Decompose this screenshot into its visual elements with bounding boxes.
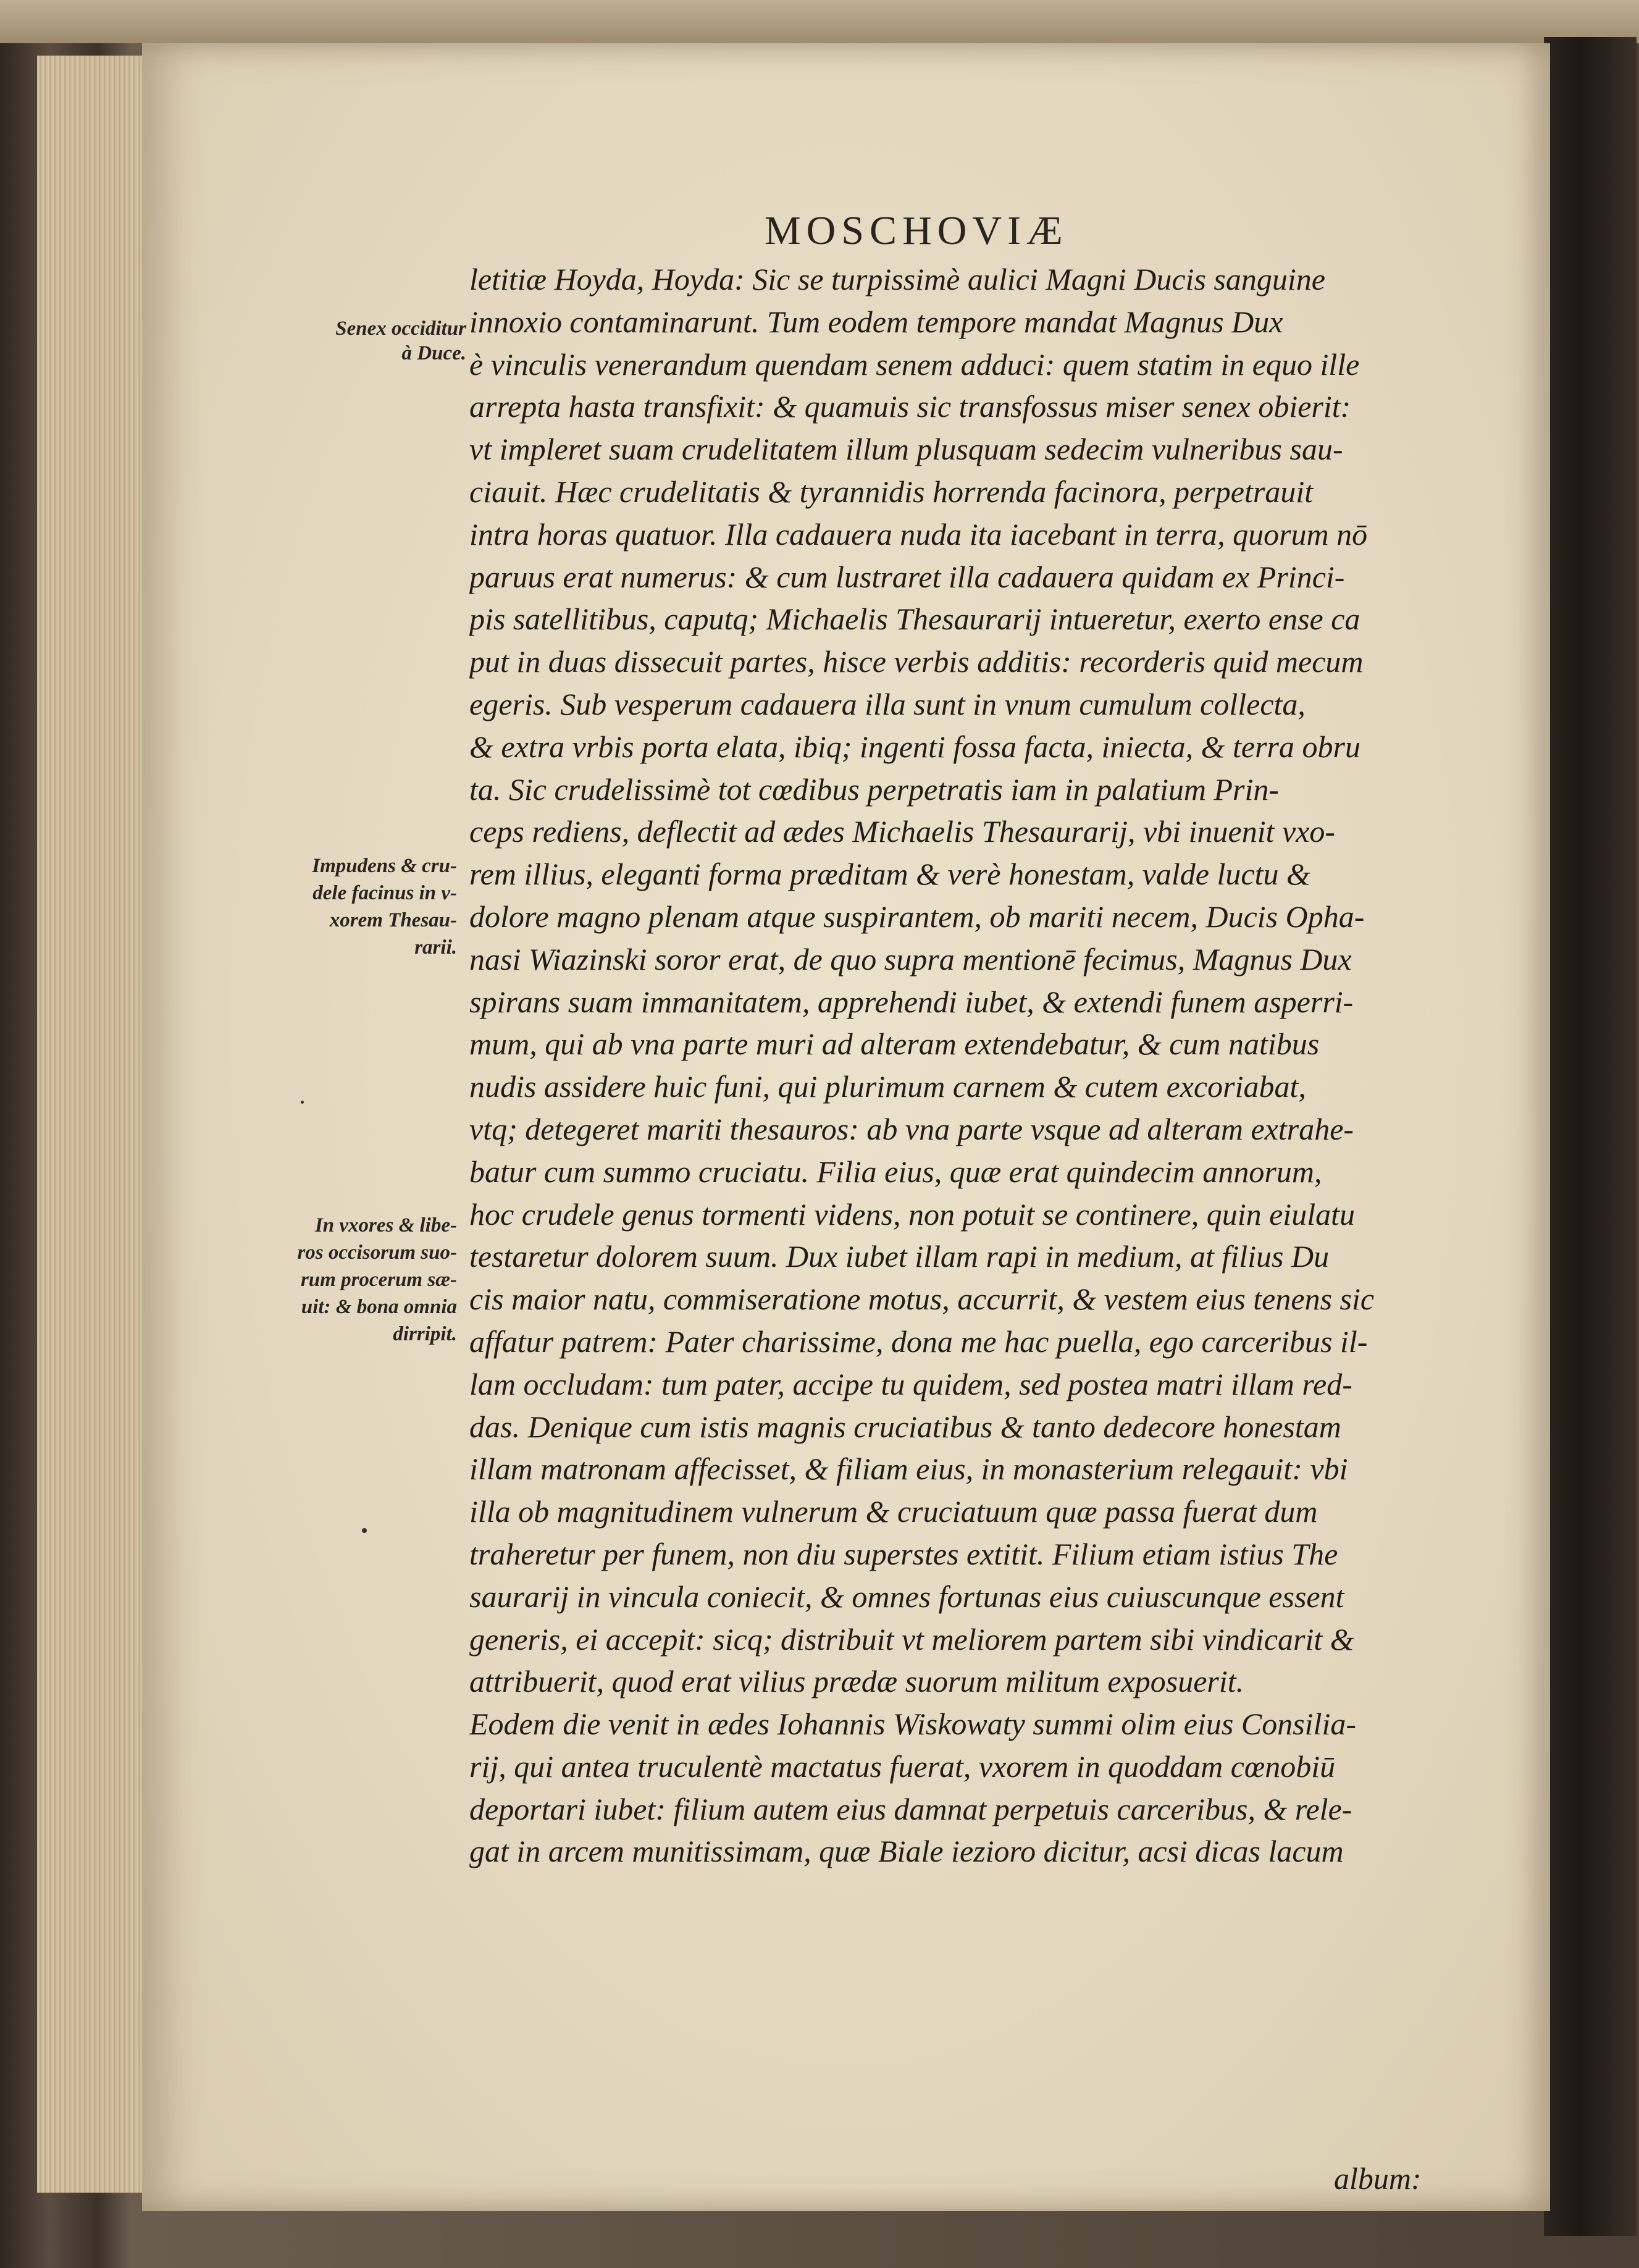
text-line: deportari iubet: filium autem eius damnat perpetuis carceribus, & rele- [469,1791,1352,1826]
text-line: gat in arcem munitissimam, quæ Biale iezioro dicitur, acsi dicas lacum [469,1834,1344,1869]
running-head: MOSCHOVIÆ [765,208,1068,253]
page-edges-stack [37,56,154,2193]
marginal-line: dirripit. [393,1323,457,1345]
text-line: batur cum summo cruciatu. Filia eius, quæ erat quindecim annorum, [469,1154,1322,1189]
text-line: lam occludam: tum pater, accipe tu quidem, sed postea matri illam red- [469,1366,1352,1401]
text-line: letitiæ Hoyda, Hoyda: Sic se turpissimè aulici Magni Ducis sanguine [469,262,1325,296]
marginal-line: Senex occiditur [335,317,466,340]
text-line: affatur patrem: Pater charissime, dona me hac puella, ego carceribus il- [469,1324,1368,1359]
text-line: ceps rediens, deflectit ad ædes Michaelis Thesaurarij, vbi inuenit vxo- [469,814,1336,849]
marginal-line: Impudens & cru- [312,855,457,877]
marginal-note-1 [281,316,466,366]
text-line: nudis assidere huic funi, qui plurimum carnem & cutem excoriabat, [469,1069,1306,1104]
text-line: è vinculis venerandum quendam senem adduci: quem statim in equo ille [469,346,1360,382]
text-line: hoc crudele genus tormenti videns, non potuit se continere, quin eiulatu [469,1196,1355,1232]
marginal-line: rarii. [414,936,457,959]
show-through-heading [1176,204,1485,253]
text-line: paruus erat numerus: & cum lustraret illa cadauera quidam ex Princi- [469,559,1345,594]
text-line: spirans suam immanitatem, apprehendi iubet, & extendi funem asperri- [469,984,1354,1019]
ink-speck [301,1101,304,1104]
text-line: nasi Wiazinski soror erat, de quo supra mentionē fecimus, Magnus Dux [469,941,1352,976]
text-line: saurarij in vincula coniecit, & omnes fortunas eius cuiuscunque essent [469,1579,1344,1614]
marginal-line: rum procerum sæ- [300,1269,457,1291]
text-line: Eodem die venit in ædes Iohannis Wiskowaty summi olim eius Consilia- [469,1707,1356,1742]
marginal-note-3 [272,1212,457,1348]
text-line: arrepta hasta transfixit: & quamuis sic transfossus miser senex obierit: [469,389,1351,424]
main-text-block [469,258,1420,1873]
text-line: intra horas quatuor. Illa cadauera nuda ita iacebant in terra, quorum nō [469,516,1368,552]
text-line: das. Denique cum istis magnis cruciatibus & tanto dedecore honestam [469,1409,1341,1444]
previous-page-edge [0,0,1639,43]
catchword: album: [1334,2161,1422,2196]
text-line: illa ob magnitudinem vulnerum & cruciatuum quæ passa fuerat dum [469,1494,1318,1529]
text-line: cis maior natu, commiseratione motus, accurrit, & vestem eius tenens sic [469,1282,1375,1317]
text-line: pis satellitibus, caputq; Michaelis Thesaurarij intueretur, exerto ense ca [469,602,1360,637]
marginal-line: uit: & bona omnia [301,1296,457,1318]
text-line: ciauit. Hæc crudelitatis & tyrannidis horrenda facinora, perpetrauit [469,474,1314,509]
text-line: innoxio contaminarunt. Tum eodem tempore mandat Magnus Dux [469,304,1283,339]
marginal-line: à Duce. [401,342,466,364]
marginal-line: ros occisorum suo- [297,1241,457,1264]
text-line: vtq; detegeret mariti thesauros: ab vna parte vsque ad alteram extrahe- [469,1111,1354,1146]
text-line: rem illius, eleganti forma præditam & verè honestam, valde luctu & [469,857,1310,892]
text-line: mum, qui ab vna parte muri ad alteram extendebatur, & cum natibus [469,1027,1320,1062]
text-line: traheretur per funem, non diu superstes extitit. Filium etiam istius The [469,1536,1338,1571]
text-line: ta. Sic crudelissimè tot cœdibus perpetratis iam in palatium Prin- [469,771,1280,807]
marginal-line: dele facinus in v- [312,882,457,904]
text-line: put in duas dissecuit partes, hisce verbis additis: recorderis quid mecum [469,644,1364,679]
text-line: egeris. Sub vesperum cadauera illa sunt in vnum cumulum collecta, [469,686,1306,721]
text-line: vt impleret suam crudelitatem illum plusquam sedecim vulneribus sau- [469,432,1343,467]
marginal-note-2 [272,852,457,961]
text-line: generis, ei accepit: sicq; distribuit vt meliorem partem sibi vindicarit & [469,1621,1354,1657]
book-cover-edge [1544,37,1637,2236]
ink-speck [362,1528,367,1533]
text-line: testaretur dolorem suum. Dux iubet illam rapi in medium, at filius Du [469,1239,1330,1274]
text-line: rij, qui antea truculentè mactatus fuerat, vxorem in quoddam cœnobiū [469,1749,1336,1784]
text-line: & extra vrbis porta elata, ibiq; ingenti fossa facta, iniecta, & terra obru [469,729,1360,764]
marginal-line: xorem Thesau- [329,909,457,931]
text-line: attribuerit, quod erat vilius prædæ suorum militum exposuerit. [469,1664,1244,1699]
text-line: dolore magno plenam atque suspirantem, ob mariti necem, Ducis Opha- [469,899,1365,934]
text-line: illam matronam affecisset, & filiam eius, in monasterium relegauit: vbi [469,1451,1348,1487]
marginal-line: In vxores & libe- [314,1214,457,1237]
